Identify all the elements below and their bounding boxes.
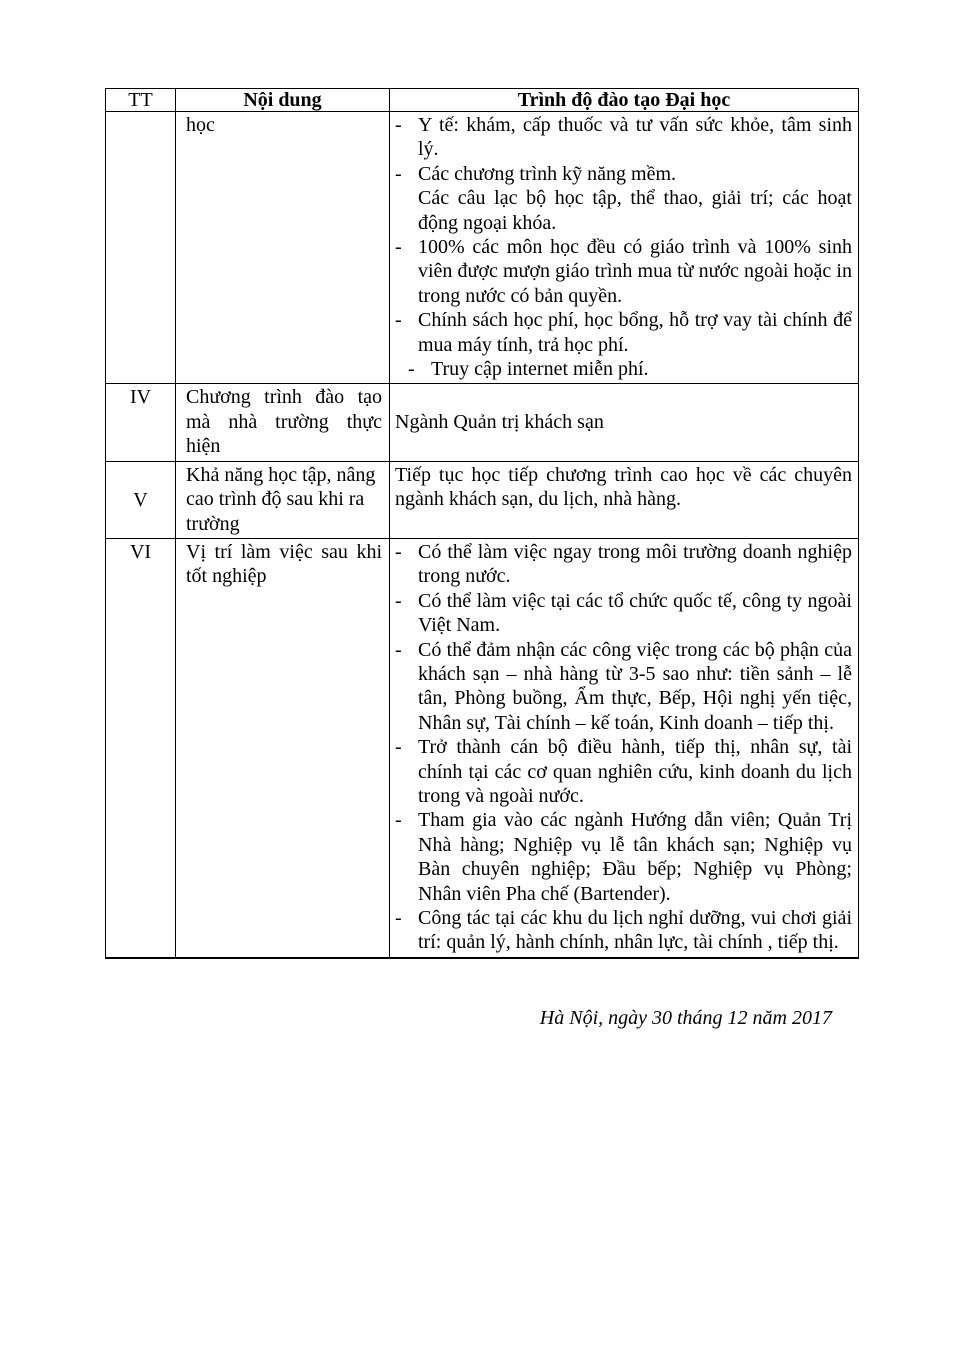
table-header-row xyxy=(106,89,859,112)
list-item-text: Y tế: khám, cấp thuốc và tư vấn sức khỏe, tâm sinh lý. xyxy=(418,114,852,161)
header-tt: TT xyxy=(106,89,176,112)
date-line: Hà Nội, ngày 30 tháng 12 năm 2017 xyxy=(539,1007,832,1029)
cell-tt xyxy=(106,112,176,384)
cell-tt: V xyxy=(106,461,176,538)
header-noi-dung: Nội dung xyxy=(176,89,390,112)
list-item-text: Chính sách học phí, học bổng, hỗ trợ vay tài chính để mua máy tính, trả học phí. xyxy=(418,309,852,356)
list-item xyxy=(395,186,852,235)
dash-bullet xyxy=(395,186,418,235)
list-item-text: Tham gia vào các ngành Hướng dẫn viên; Quản Trị Nhà hàng; Nghiệp vụ lễ tân khách sạn; Nghiệp vụ Bàn chuyên nghiệp; Đầu bếp; Nghiệp vụ Phòng; Nhân viên Pha chế (Bartender). xyxy=(418,809,852,905)
cell-text: Ngành Quản trị khách sạn xyxy=(395,410,604,433)
list-item-text: Có thể làm việc ngay trong môi trường doanh nghiệp trong nước. xyxy=(418,540,852,588)
list-item xyxy=(395,589,852,638)
table-body xyxy=(106,112,859,958)
cell-noi-dung: Vị trí làm việc sau khi tốt nghiệp xyxy=(176,538,390,957)
list-item xyxy=(395,357,852,381)
list-item-text: Có thể làm việc tại các tổ chức quốc tế, công ty ngoài Việt Nam. xyxy=(418,589,852,637)
dash-bullet: - xyxy=(395,638,402,661)
table-row xyxy=(106,538,859,957)
list-item-text: Các chương trình kỹ năng mềm. xyxy=(418,162,677,185)
dash-bullet: - xyxy=(395,540,402,563)
dash-bullet: - xyxy=(395,309,402,332)
list-item xyxy=(395,113,852,162)
list-item-text: Có thể đảm nhận các công việc trong các bộ phận của khách sạn – nhà hàng từ 3-5 sao như: tiền sảnh – lễ tân, Phòng buồng, Ẩm thực, Bếp, Hội nghị yến tiệc, Nhân sự, Tài chính – kế toán, Kinh doanh – tiếp thị. xyxy=(418,638,852,734)
cell-tt: IV xyxy=(106,384,176,461)
list-item xyxy=(395,808,852,906)
cell-noi-dung: Chương trình đào tạo mà nhà trường thực hiện xyxy=(176,384,390,461)
cell-trinh-do-content xyxy=(390,112,859,384)
dash-bullet: - xyxy=(395,809,402,832)
dash-bullet: - xyxy=(395,736,402,759)
dash-bullet: - xyxy=(395,589,402,612)
dash-bullet: - xyxy=(408,358,415,381)
header-trinh-do-dao-tao: Trình độ đào tạo Đại học xyxy=(390,89,859,112)
table-row xyxy=(106,112,859,384)
dash-bullet: - xyxy=(395,114,402,136)
list-item-text: Truy cập internet miễn phí. xyxy=(431,358,649,381)
list-item xyxy=(395,162,852,186)
list-item xyxy=(395,540,852,589)
cell-noi-dung: Khả năng học tập, nâng cao trình độ sau khi ra trường xyxy=(176,461,390,538)
cell-trinh-do-content xyxy=(390,538,859,957)
cell-text: Tiếp tục học tiếp chương trình cao học về các chuyên ngành khách sạn, du lịch, nhà hàng. xyxy=(395,463,852,511)
table-row xyxy=(106,461,859,538)
list-item-text: Công tác tại các khu du lịch nghỉ dưỡng, vui chơi giải trí: quản lý, hành chính, nhân lực, tài chính , tiếp thị. xyxy=(418,907,852,954)
cell-trinh-do-content xyxy=(390,461,859,538)
dash-bullet: - xyxy=(395,236,402,259)
list-item xyxy=(395,735,852,808)
list-item-text: Các câu lạc bộ học tập, thể thao, giải trí; các hoạt động ngoại khóa. xyxy=(418,187,852,234)
program-table xyxy=(105,88,859,959)
cell-noi-dung: học xyxy=(176,112,390,384)
dash-bullet: - xyxy=(395,907,402,929)
list-item xyxy=(395,308,852,357)
list-item-text: 100% các môn học đều có giáo trình và 100% sinh viên được mượn giáo trình mua từ nước ngoài hoặc in trong nước có bản quyền. xyxy=(418,236,852,307)
cell-tt: VI xyxy=(106,538,176,957)
list-item xyxy=(395,638,852,736)
cell-trinh-do-content xyxy=(390,384,859,461)
list-item xyxy=(395,906,852,955)
list-item-text: Trở thành cán bộ điều hành, tiếp thị, nhân sự, tài chính tại các cơ quan nghiên cứu, kinh doanh du lịch trong và ngoài nước. xyxy=(418,736,852,807)
dash-bullet: - xyxy=(395,162,402,185)
list-item xyxy=(395,235,852,308)
table-row xyxy=(106,384,859,461)
